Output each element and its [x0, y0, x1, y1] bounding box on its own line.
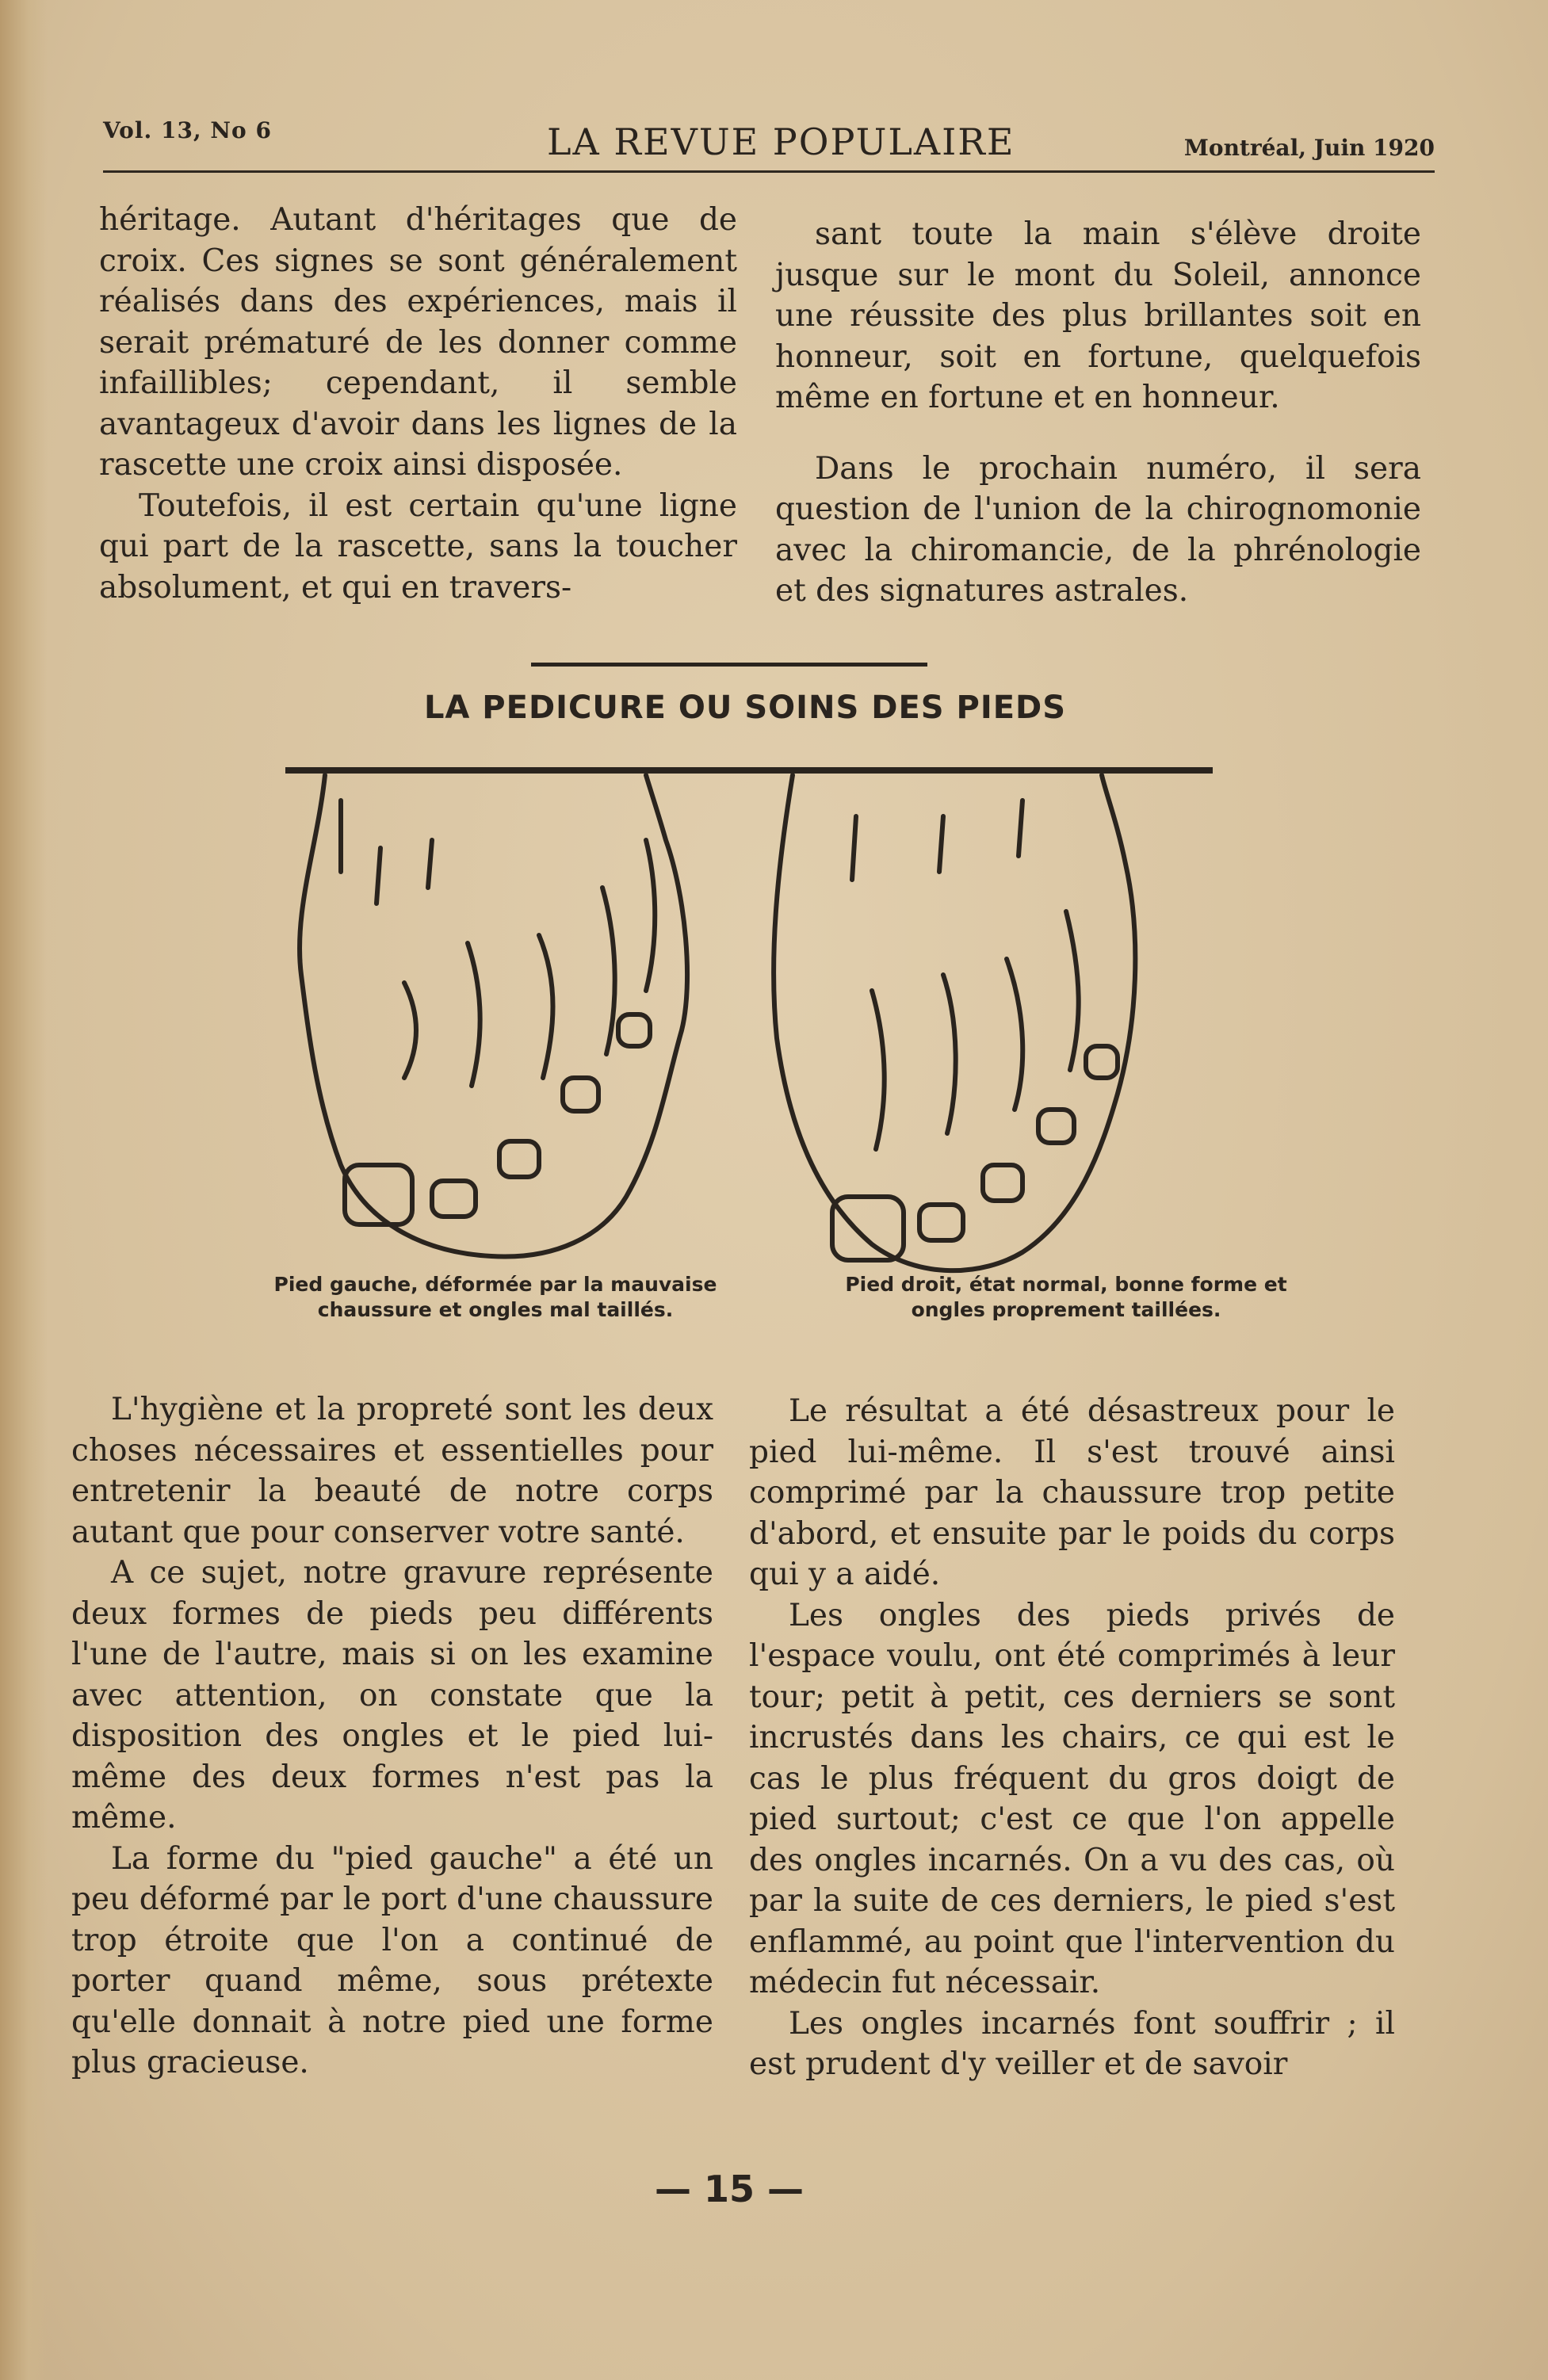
paragraph: A ce sujet, notre gravure représente deux formes de pieds peu différents l'une de l'autre, mais si on les examine avec attention, on constate que la disposition des ongles et le pied lui-même des deux formes n'est pas la même.: [71, 1555, 713, 1836]
paragraph: La forme du "pied gauche" a été un peu déformé par le port d'une chaussure trop étroite que l'on a continué de porter quand même, sous prétexte qu'elle donnait à notre pied une forme plus gracieuse.: [71, 1840, 713, 2080]
magazine-title: LA REVUE POPULAIRE: [547, 120, 1015, 163]
caption-left-foot: Pied gauche, déformée par la mauvaise chaussure et ongles mal taillés.: [273, 1273, 717, 1321]
bottom-right-column: [749, 1391, 1395, 2085]
caption-right-foot: Pied droit, état normal, bonne forme et ongles proprement taillées.: [845, 1273, 1287, 1321]
paragraph: Les ongles incarnés font souffrir ; il est prudent d'y veiller et de savoir: [749, 2005, 1395, 2082]
header-rule: [103, 170, 1435, 173]
page-fold-shadow: [0, 0, 48, 2380]
top-left-column: [99, 200, 737, 608]
page-number: — 15 —: [654, 2168, 805, 2210]
paragraph: héritage. Autant d'héritages que de croix. Ces signes se sont généralement réalisés dans des expériences, mais il serait prématuré de les donner comme infaillibles; cependant, il semble avantageux d'avoir dans les lignes de la rascette une croix ainsi disposée.: [99, 202, 737, 483]
top-right-column: [775, 214, 1421, 612]
paragraph: Toutefois, il est certain qu'une ligne qui part de la rascette, sans la toucher absolument, et qui en travers-: [99, 487, 737, 606]
paragraph: Le résultat a été désastreux pour le pied lui-même. Il s'est trouvé ainsi comprimé par la chaussure trop petite d'abord, et ensuite par le poids du corps qui y a aidé.: [749, 1393, 1395, 1592]
paragraph: sant toute la main s'élève droite jusque sur le mont du Soleil, annonce une réussite des plus brillantes soit en honneur, soit en fortune, quelquefois même en fortune et en honneur.: [775, 216, 1421, 415]
section-title: LA PEDICURE OU SOINS DES PIEDS: [423, 690, 1067, 726]
paragraph: Dans le prochain numéro, il sera question de l'union de la chirognomonie avec la chiromancie, de la phrénologie et des signatures astrales.: [775, 450, 1421, 609]
bottom-left-column: [71, 1389, 713, 2084]
feet-illustration: [285, 753, 1221, 1292]
page-header: [103, 111, 1435, 174]
left-foot-icon: [300, 775, 687, 1257]
right-foot-icon: [774, 775, 1135, 1270]
paragraph: L'hygiène et la propreté sont les deux choses nécessaires et essentielles pour entretenir la beauté de notre corps autant que pour conserver votre santé.: [71, 1392, 713, 1550]
volume-label: Vol. 13, No 6: [103, 117, 272, 143]
paragraph: Les ongles des pieds privés de l'espace voulu, ont été comprimés à leur tour; petit à petit, ces derniers se sont incrustés dans les chairs, ce qui est le cas le plus fréquent du gros doigt de pied surtout; c'est ce que l'on appelle des ongles incarnés. On a vu des cas, où par la suite de ces derniers, le pied s'est enflammé, au point que l'intervention du médecin fut nécessair.: [749, 1597, 1395, 2000]
section-separator: [531, 663, 927, 667]
issue-date: Montréal, Juin 1920: [1183, 135, 1435, 161]
